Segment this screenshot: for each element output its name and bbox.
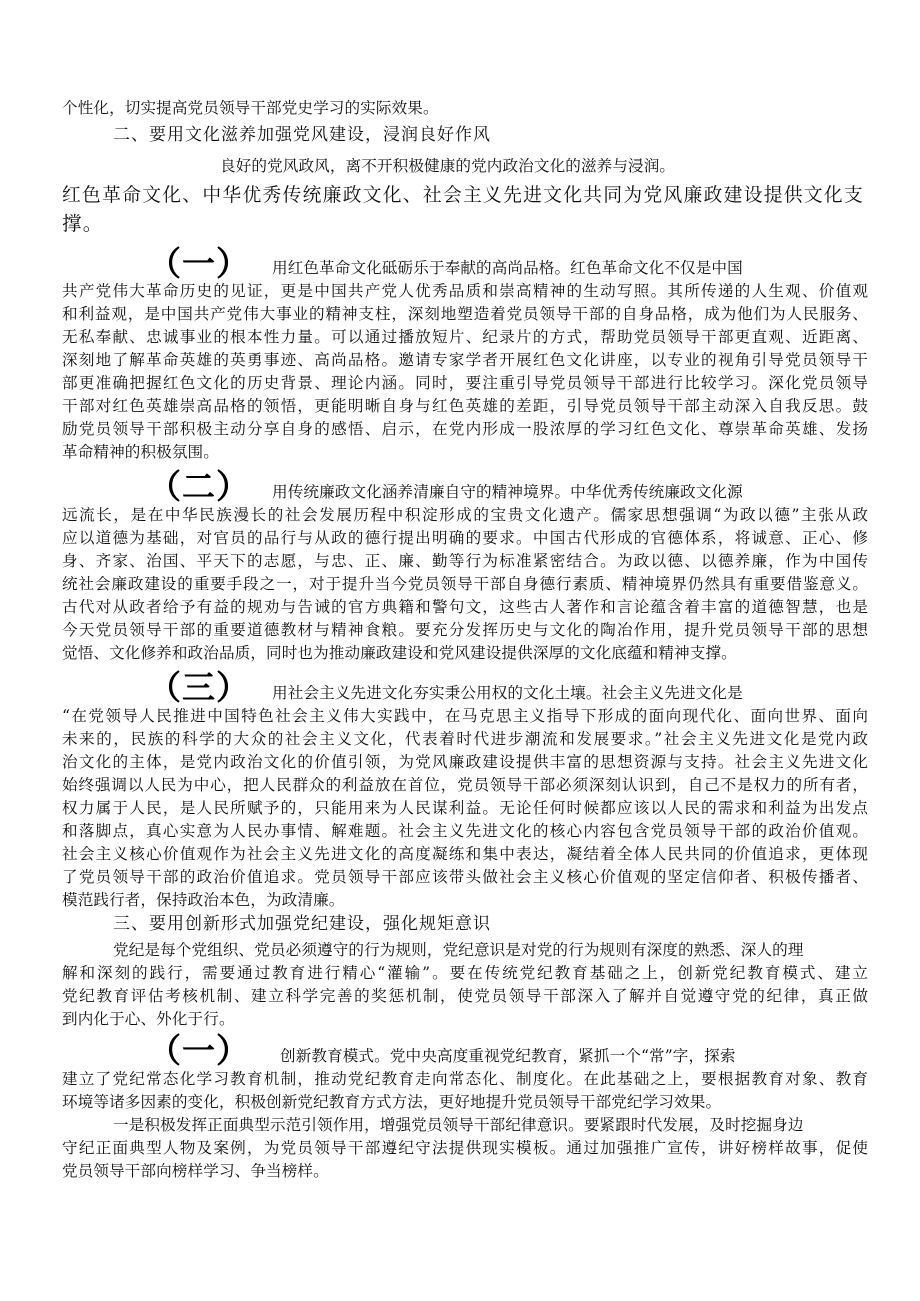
paragraph-line: 解和深刻的践行，需要通过教育进行精心“灌输”。要在传统党纪教育基础之上，创新党纪教育模式、建立 [62, 964, 868, 982]
subsection-number-1: （一） [148, 244, 250, 283]
paragraph-line: 部更准确把握红色文化的历史背景、理论内涵。同时，要注重引导党员领导干部进行比较学习。深化党员领导 [62, 374, 868, 392]
section-2-lead-line-2: 红色革命文化、中华优秀传统廉政文化、社会主义先进文化共同为党风廉政建设提供文化支 [62, 185, 864, 206]
paragraph-line: 未来的，民族的科学的大众的社会主义文化，代表着时代进步潮流和发展要求。”社会主义先进文化是党内政 [62, 730, 868, 748]
paragraph-line: 党纪教育评估考核机制、建立科学完善的奖惩机制，使党员领导干部深入了解并自觉遵守党的纪律，真正做 [62, 987, 868, 1005]
paragraph-line: 身、齐家、治国、平天下的志愿，与忠、正、廉、勤等行为标准紧密结合。为政以德、以德养廉，作为中国传 [62, 552, 868, 570]
paragraph-line: 和利益观，是中国共产党伟大事业的精神支柱，深刻地塑造着党员领导干部的自身品格，成为他们为人民服务、 [62, 305, 868, 323]
subsection-3-first-line: 用社会主义先进文化夯实秉公用权的文化土壤。社会主义先进文化是 [272, 684, 743, 702]
subsection-2-first-line: 用传统廉政文化涵养清廉自守的精神境界。中华优秀传统廉政文化源 [272, 483, 743, 501]
paragraph-line: “在党领导人民推进中国特色社会主义伟大实践中，在马克思主义指导下形成的面向现代化、面向世界、面向 [62, 707, 868, 725]
paragraph-line: 始终强调以人民为中心，把人民群众的利益放在首位，党员领导干部必须深刻认识到，自己不是权力的所有者， [62, 776, 868, 794]
subsection-3-1-first-line: 创新教育模式。党中央高度重视党纪教育，紧抓一个“常”字，探索 [280, 1047, 736, 1065]
paragraph-line: 和落脚点，真心实意为人民办事情、解难题。社会主义先进文化的核心内容包含党员领导干部的政治价值观。 [62, 822, 868, 840]
paragraph-line: 共产党伟大革命历史的见证，更是中国共产党人优秀品质和崇高精神的生动写照。其所传递的人生观、价值观 [62, 282, 868, 300]
subsection-number-3-1: （一） [148, 1031, 250, 1070]
paragraph-line: 古代对从政者给予有益的规劝与告诫的官方典籍和警句文，这些古人著作和言论蕴含着丰富的道德智慧，也是 [62, 598, 868, 616]
intro-tail-line: 个性化，切实提高党员领导干部党史学习的实际效果。 [62, 99, 439, 117]
paragraph-line: 建立了党纪常态化学习教育机制，推动党纪教育走向常态化、制度化。在此基础之上，要根据教育对象、教育 [62, 1070, 868, 1088]
paragraph-line: 励党员领导干部积极主动分享自身的感悟、启示，在党内形成一股浓厚的学习红色文化、尊崇革命英雄、发扬 [62, 420, 868, 438]
paragraph-last-line: 党员领导干部向榜样学习、争当榜样。 [62, 1162, 329, 1180]
section-2-lead-line-3: 撑。 [62, 212, 104, 235]
section-2-lead-line-1: 良好的党风政风，离不开积极健康的党内政治文化的滋养与浸润。 [220, 157, 676, 175]
paragraph-last-line: 模范践行者，保持政治本色，为政清廉。 [62, 891, 345, 909]
subsection-1-first-line: 用红色革命文化砥砺乐于奉献的高尚品格。红色革命文化不仅是中国 [272, 259, 743, 277]
paragraph-last-line: 革命精神的积极氛围。 [62, 443, 219, 461]
subsection-number-2: （二） [148, 467, 250, 506]
paragraph-line: 守纪正面典型人物及案例，为党员领导干部遵纪守法提供现实模板。通过加强推广宣传，讲好榜样故事，促使 [62, 1139, 868, 1157]
paragraph-line: 社会主义核心价值观作为社会主义先进文化的高度凝练和集中表达，凝结着全体人民共同的价值追求，更体现 [62, 845, 868, 863]
paragraph-line: 应以道德为基础，对官员的品行与从政的德行提出明确的要求。中国古代形成的官德体系，将诚意、正心、修 [62, 529, 868, 547]
paragraph-line: 深刻地了解革命英雄的英勇事迹、高尚品格。邀请专家学者开展红色文化讲座，以专业的视角引导党员领导干 [62, 351, 868, 369]
paragraph-line: 远流长，是在中华民族漫长的社会发展历程中积淀形成的宝贵文化遗产。儒家思想强调“为政以德”主张从政 [62, 506, 868, 524]
paragraph-last-line: 到内化于心、外化于行。 [62, 1010, 235, 1028]
paragraph-line: 治文化的主体，是党内政治文化的价值引领，为党风廉政建设提供丰富的思想资源与支持。社会主义先进文化 [62, 753, 868, 771]
paragraph-line: 干部对红色英雄崇高品格的领悟，更能明晰自身与红色英雄的差距，引导党员领导干部主动深入自我反思。鼓 [62, 397, 868, 415]
paragraph-line: 权力属于人民，是人民所赋予的，只能用来为人民谋利益。无论任何时候都应该以人民的需求和利益为出发点 [62, 799, 868, 817]
subsection-number-3: （三） [148, 668, 250, 707]
item-1-first-line: 一是积极发挥正面典型示范引领作用，增强党员领导干部纪律意识。要紧跟时代发展，及时挖掘身边 [113, 1116, 804, 1134]
paragraph-line: 无私奉献、忠诚事业的根本性力量。可以通过播放短片、纪录片的方式，帮助党员领导干部更直观、近距离、 [62, 328, 868, 346]
paragraph-line: 统社会廉政建设的重要手段之一，对于提升当今党员领导干部自身德行素质、精神境界仍然具有重要借鉴意义。 [62, 575, 868, 593]
paragraph-line: 了党员领导干部的政治价值追求。党员领导干部应该带头做社会主义核心价值观的坚定信仰者、积极传播者、 [62, 868, 868, 886]
paragraph-line: 今天党员领导干部的重要道德教材与精神食粮。要充分发挥历史与文化的陶冶作用，提升党员领导干部的思想 [62, 621, 868, 639]
section-3-paragraph-first-line: 党纪是每个党组织、党员必须遵守的行为规则，党纪意识是对党的行为规则有深度的熟悉、深人的理 [113, 941, 804, 959]
section-2-heading: 二、要用文化滋养加强党风建设，浸润良好作风 [113, 125, 491, 145]
paragraph-last-line: 觉悟、文化修养和政治品质，同时也为推动廉政建设和党风建设提供深厚的文化底蕴和精神支撑。 [62, 644, 737, 662]
paragraph-last-line: 环境等诸多因素的变化，积极创新党纪教育方式方法，更好地提升党员领导干部党纪学习效果。 [62, 1093, 722, 1111]
section-3-heading: 三、要用创新形式加强党纪建设，强化规矩意识 [113, 914, 491, 934]
